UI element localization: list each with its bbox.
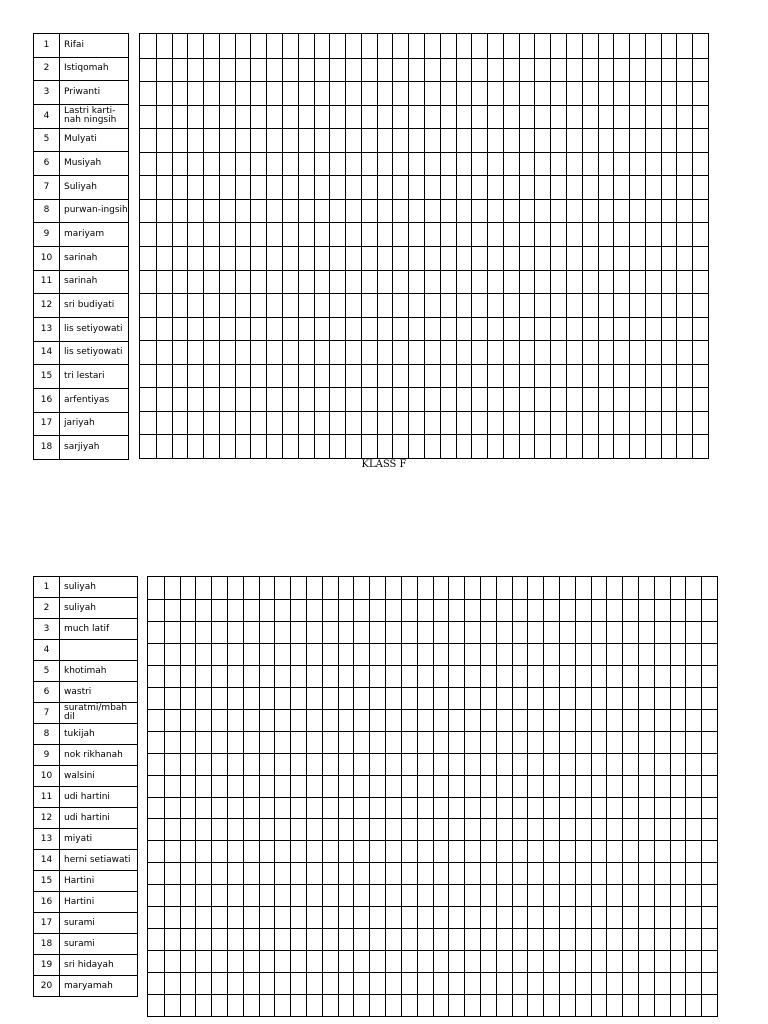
name-table-2 (33, 576, 138, 997)
row-name: sri budiyati (60, 294, 129, 318)
table-row (34, 724, 138, 745)
row-name: much latif (60, 619, 138, 640)
row-number: 3 (34, 619, 60, 640)
row-name: lis setiyowati (60, 317, 129, 341)
table-row (34, 388, 129, 412)
grid-row-line (148, 621, 717, 622)
attendance-grid-2 (147, 576, 718, 1017)
table-row (34, 104, 129, 128)
grid-row-line (140, 364, 708, 365)
grid-row-line (140, 293, 708, 294)
row-number: 14 (34, 850, 60, 871)
row-name: Hartini (60, 871, 138, 892)
row-number: 19 (34, 955, 60, 976)
table-row (34, 246, 129, 270)
grid-row-line (148, 840, 717, 841)
table-row (34, 745, 138, 766)
row-name: Suliyah (60, 175, 129, 199)
grid-row-line (148, 753, 717, 754)
table-row (34, 871, 138, 892)
attendance-list-1 (33, 33, 129, 460)
grid-row-line (148, 599, 717, 600)
row-name: purwan-ingsih (60, 199, 129, 223)
grid-row-line (148, 950, 717, 951)
grid-row-line (140, 340, 708, 341)
table-row (34, 577, 138, 598)
table-row (34, 341, 129, 365)
table-row (34, 152, 129, 176)
row-name: udi hartini (60, 808, 138, 829)
table-row (34, 81, 129, 105)
row-number: 12 (34, 808, 60, 829)
table-row (34, 661, 138, 682)
row-number: 15 (34, 365, 60, 389)
grid-row-line (148, 709, 717, 710)
row-name: suratmi/mbah dil (60, 703, 138, 724)
table-row (34, 294, 129, 318)
grid-row-line (140, 222, 708, 223)
row-number: 15 (34, 871, 60, 892)
table-row (34, 976, 138, 997)
row-name: Priwanti (60, 81, 129, 105)
class-caption: KLASS F (361, 459, 407, 470)
row-number: 2 (34, 598, 60, 619)
row-name: sarinah (60, 270, 129, 294)
row-number: 10 (34, 246, 60, 270)
grid-row-line (148, 665, 717, 666)
table-row (34, 270, 129, 294)
row-number: 17 (34, 412, 60, 436)
table-row (34, 199, 129, 223)
row-number: 4 (34, 104, 60, 128)
table-row (34, 934, 138, 955)
grid-row-line (148, 687, 717, 688)
grid-row-line (140, 387, 708, 388)
table-row (34, 766, 138, 787)
table-row (34, 913, 138, 934)
row-number: 18 (34, 436, 60, 460)
row-name: Mulyati (60, 128, 129, 152)
table-row (34, 640, 138, 661)
row-name: suliyah (60, 598, 138, 619)
row-number: 20 (34, 976, 60, 997)
row-name: surami (60, 913, 138, 934)
grid-row-line (140, 58, 708, 59)
row-name: arfentiyas (60, 388, 129, 412)
row-number: 6 (34, 682, 60, 703)
row-number: 5 (34, 661, 60, 682)
grid-row-line (148, 643, 717, 644)
grid-row-line (140, 434, 708, 435)
table-row (34, 57, 129, 81)
row-number: 1 (34, 34, 60, 58)
table-row (34, 955, 138, 976)
row-number: 7 (34, 703, 60, 724)
row-name: nok rikhanah (60, 745, 138, 766)
row-number: 14 (34, 341, 60, 365)
grid-row-line (148, 775, 717, 776)
grid-row-line (148, 906, 717, 907)
table-row (34, 223, 129, 247)
row-number: 8 (34, 199, 60, 223)
table-row (34, 436, 129, 460)
row-name: suliyah (60, 577, 138, 598)
grid-row-line (140, 81, 708, 82)
row-name: walsini (60, 766, 138, 787)
row-name: Rifai (60, 34, 129, 58)
row-number: 16 (34, 388, 60, 412)
grid-row-line (140, 152, 708, 153)
row-name: mariyam (60, 223, 129, 247)
table-row (34, 598, 138, 619)
grid-row-line (140, 105, 708, 106)
table-row (34, 175, 129, 199)
row-name: herni setiawati (60, 850, 138, 871)
table-row (34, 365, 129, 389)
row-name: sarinah (60, 246, 129, 270)
row-name: sarjiyah (60, 436, 129, 460)
grid-row-line (140, 270, 708, 271)
row-name: sri hidayah (60, 955, 138, 976)
row-number: 5 (34, 128, 60, 152)
grid-row-line (140, 411, 708, 412)
row-name: Lastri karti-nah ningsih (60, 104, 129, 128)
grid-row-line (140, 128, 708, 129)
grid-row-line (148, 818, 717, 819)
row-name: lis setiyowati (60, 341, 129, 365)
row-number: 13 (34, 317, 60, 341)
grid-row-line (140, 175, 708, 176)
table-row (34, 850, 138, 871)
row-number: 3 (34, 81, 60, 105)
row-name (60, 640, 138, 661)
row-number: 16 (34, 892, 60, 913)
row-name: wastri (60, 682, 138, 703)
row-number: 6 (34, 152, 60, 176)
attendance-grid-1 (139, 33, 709, 459)
grid-row-line (148, 862, 717, 863)
row-number: 7 (34, 175, 60, 199)
table-row (34, 317, 129, 341)
row-number: 13 (34, 829, 60, 850)
grid-row-line (140, 246, 708, 247)
row-number: 9 (34, 745, 60, 766)
row-name: udi hartini (60, 787, 138, 808)
table-row (34, 829, 138, 850)
row-number: 10 (34, 766, 60, 787)
grid-row-line (148, 972, 717, 973)
row-name: Istiqomah (60, 57, 129, 81)
row-name: miyati (60, 829, 138, 850)
row-name: tri lestari (60, 365, 129, 389)
row-number: 1 (34, 577, 60, 598)
attendance-list-2 (33, 576, 138, 997)
row-name: jariyah (60, 412, 129, 436)
row-number: 8 (34, 724, 60, 745)
table-row (34, 892, 138, 913)
row-name: Hartini (60, 892, 138, 913)
name-table-1 (33, 33, 129, 460)
row-number: 4 (34, 640, 60, 661)
table-row (34, 808, 138, 829)
table-row (34, 619, 138, 640)
row-number: 9 (34, 223, 60, 247)
table-row (34, 34, 129, 58)
grid-row-line (140, 317, 708, 318)
row-name: Musiyah (60, 152, 129, 176)
table-row (34, 412, 129, 436)
grid-row-line (148, 731, 717, 732)
grid-row-line (148, 797, 717, 798)
row-number: 11 (34, 270, 60, 294)
table-row (34, 787, 138, 808)
table-row (34, 128, 129, 152)
row-number: 11 (34, 787, 60, 808)
table-row (34, 703, 138, 724)
row-name: surami (60, 934, 138, 955)
row-number: 2 (34, 57, 60, 81)
grid-row-line (148, 994, 717, 995)
grid-row-line (148, 884, 717, 885)
table-row (34, 682, 138, 703)
row-number: 18 (34, 934, 60, 955)
row-name: khotimah (60, 661, 138, 682)
row-name: maryamah (60, 976, 138, 997)
row-number: 12 (34, 294, 60, 318)
row-name: tukijah (60, 724, 138, 745)
grid-row-line (140, 199, 708, 200)
row-number: 17 (34, 913, 60, 934)
grid-row-line (148, 928, 717, 929)
